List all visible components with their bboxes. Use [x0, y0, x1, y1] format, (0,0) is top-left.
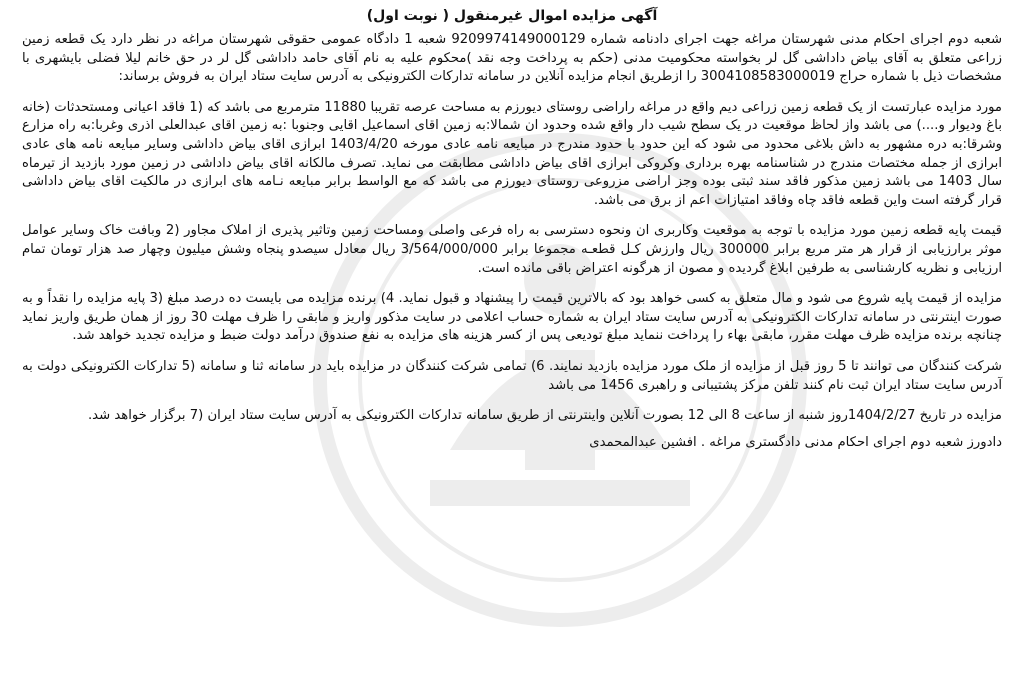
item-7-paragraph: مزایده در تاریخ 1404/2/27روز شنبه از ساعت 8 الی 12 بصورت آنلاین واینترنتی از طریق سامانه تدارکات الکترونیکی به آدرس سایت ستاد ایران (7 برگزار خواهد شد.: [87, 408, 1002, 424]
item-5-6-paragraph: شرکت کنندگان می توانند تا 5 روز قبل از مزایده از ملک مورد مزایده بازدید نمایند. 6) تمامی شرکت کنندگان در مزایده باید در سامانه ثنا و سامانه (5 تدارکات الکترونیکی دولت به آدرس سایت ستاد ایران ثبت نام کنند تلفن مرکز پشتیبانی و راهبری 1456 می باشد: [22, 358, 1002, 393]
item-3-4-paragraph: مزایده از قیمت پایه شروع می شود و مال متعلق به کسی خواهد بود که بالاترین قیمت را پیشنهاد و قبول نماید. 4) برنده مزایده می بایست ده درصد مبلغ (3 پایه مزایده را نقداً و به صورت اینترنتی در سامانه تدارکات الکترونیکی به آدرس سایت ستاد ایران به شماره حساب اعلامی در سایت مذکور واریز و مابقی را ظرف مهلت 30 روز از همان طریق واریز نماید چنانچه برنده مزایده ظرف مهلت مقرر، مابقی بهاء را پرداخت ننماید مبلغ تودیعی پس از کسر هزینه های مزایده به نفع صندوق درآمد دولت ضبط و مزایده تجدید خواهد شد.: [22, 291, 1002, 344]
item-2-paragraph: قیمت پایه قطعه زمین مورد مزایده با توجه به موقعیت وکاربری ان ونحوه دسترسی به راه فرعی واصلی ومساحت زمین وتاثیر پذیری از املاک مجاور (2 وبافت خاک وسایر عوامل موثر برارزیابی از قرار هر متر مربع برابر 300000 ریال وارزش کـل قطعـه مجموعا برابر 3/564/000/000 ریال معادل سیصدو پنجاه وشش میلیون وچهار صد هزار تومان تمام ارزیابی و نظریه کارشناسی به طرفین ابلاغ گردیده و مصون از هرگونه اعتراض باقی مانده است.: [22, 223, 1002, 276]
item-1-paragraph: مورد مزایده عبارتست از یک قطعه زمین زراعی دیم واقع در مراغه راراضی روستای دیورزم به مساحت عرصه تقریبا 11880 مترمربع می باشد که (1 فاقد اعیانی ومستحدثات (خانه باغ وديوار و....) می باشد واز لحاظ موقعیت در یک سطح شیب دار واقع شده وحدود ان شمالا:به زمین اقای اسماعیل اقایی وجنوبا :به زمین اقای عبدالعلی اذری وغربا:به راه مزارع وشرقا:به دره مشهور به داش بلاغی محدود می شود که این حدود با حدود مندرج در مبایعه نامه عادی مورخه 1403/4/20 ابرازی اقای بیاض داداشی وسایر مبایعه نامه های عادی ابرازی از جمله مختصات مندرج در شناسنامه بهره برداری وکروکی ابرازی اقای بیاض داداشی مطابقت می نماید. تصرف مالکانه اقای بیاض داداشی در زمین مورد بازدید از تیرماه سال 1403 می باشد زمین مذکور فاقد سند ثبتی بوده وجز اراضی مزروعی روستای دیورزم می باشد که مع الواسط برابر مبایعه نـامه های ابرازی در مالکیت اقای بیاض داداشی قرار گرفته است واین قطعه فاقد چاه وفاقد امتیازات اعم از برق می باشد.: [22, 99, 1003, 208]
signature-line: دادورز شعبه دوم اجرای احکام مدنی دادگستری مراغه . افشین عبدالمحمدی: [589, 434, 1002, 450]
auction-notice: [22, 4, 1002, 452]
notice-title: آگهی مزایده اموال غیرمنقول ( نوبت اول): [366, 8, 658, 24]
notice-intro-paragraph: شعبه دوم اجرای احکام مدنی شهرستان مراغه جهت اجرای دادنامه شماره 9209974149000129 شعبه 1 دادگاه عمومی حقوقی شهرستان مراغه در نظر دارد یک قطعه زمین زراعی متعلق به آقای بیاض داداشی گل لر بخواسته محکومیت مدنی (حکم به پرداخت وجه نقد )محکوم علیه به نام آقای حامد داداشی گل لر در حق خانم لیلا فضلی بایشهری با مشخصات ذیل با شماره حراج 3004108583000019 را ازطریق انجام مزایده آنلاین در سامانه تدارکات الکترونیکی به آدرس سایت ستاد ایران به فروش برساند:: [22, 32, 1002, 85]
